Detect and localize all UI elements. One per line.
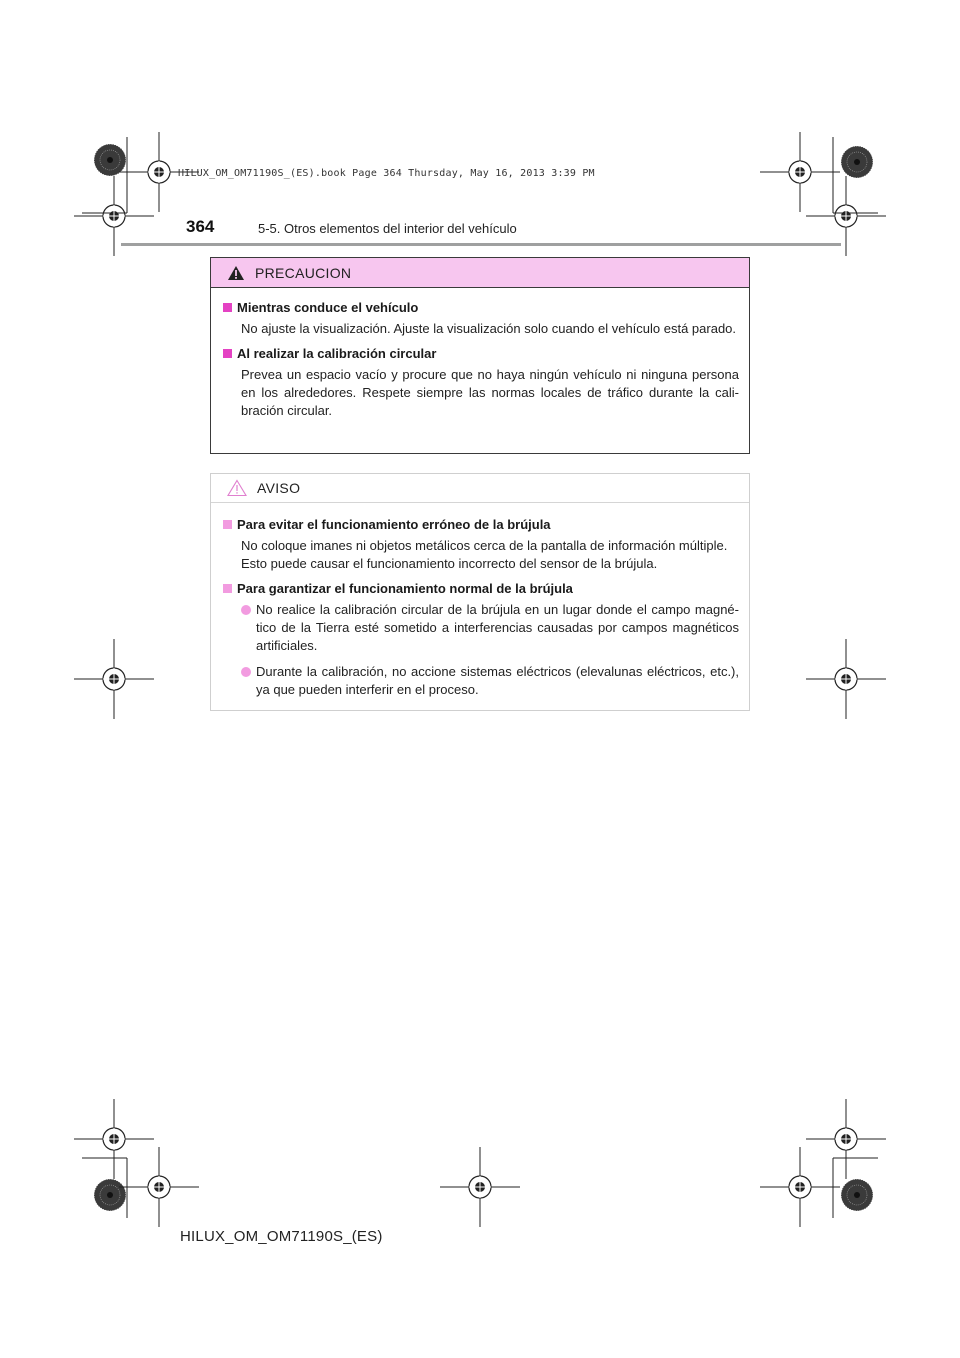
caution-item-text: Prevea un espacio vacío y procure que no haya ningún vehículo ni ninguna persona en los alrededores. Respete siempre las normas locales de tráfico durante la cali-bración circular. <box>241 367 739 418</box>
notice-bullet <box>241 663 739 699</box>
notice-item-text: No coloque imanes ni objetos metálicos cerca de la pantalla de información múltiple. Esto puede causar el funcionamiento incorrecto del sensor de la brújula. <box>241 538 728 571</box>
notice-bullet-text: No realice la calibración circular de la brújula en un lugar donde el campo magné-tico de la Tierra esté sometido a interferencias causadas por campos magnéticos artificiales. <box>256 602 739 653</box>
caution-header <box>211 258 749 288</box>
caution-item-heading-text: Mientras conduce el vehículo <box>237 300 419 315</box>
caution-item-heading <box>223 300 739 315</box>
circle-bullet-icon <box>241 605 251 615</box>
notice-header <box>211 474 749 503</box>
notice-item-heading <box>223 581 739 596</box>
caution-item-text: No ajuste la visualización. Ajuste la visualización solo cuando el vehículo está parado. <box>241 321 737 336</box>
notice-bullet <box>241 601 739 655</box>
warning-triangle-outline-icon <box>227 479 247 497</box>
notice-item-heading <box>223 517 739 532</box>
notice-item-heading-text: Para evitar el funcionamiento erróneo de la brújula <box>237 517 551 532</box>
warning-triangle-filled-icon <box>227 265 245 281</box>
caution-box <box>210 257 750 454</box>
square-bullet-icon <box>223 520 232 529</box>
caution-title: PRECAUCION <box>255 264 352 281</box>
page-number: 364 <box>186 217 215 236</box>
notice-item-heading-text: Para garantizar el funcionamiento normal de la brújula <box>237 581 573 596</box>
footer-document-code: HILUX_OM_OM71190S_(ES) <box>180 1228 383 1245</box>
notice-title: AVISO <box>257 480 301 496</box>
section-title: 5-5. Otros elementos del interior del vehículo <box>258 221 517 236</box>
square-bullet-icon <box>223 303 232 312</box>
circle-bullet-icon <box>241 667 251 677</box>
square-bullet-icon <box>223 349 232 358</box>
square-bullet-icon <box>223 584 232 593</box>
caution-item-heading <box>223 346 739 361</box>
header-rule <box>121 243 841 246</box>
notice-bullet-text: Durante la calibración, no accione sistemas eléctricos (elevalunas eléctricos, etc.), ya que pueden interferir en el proceso. <box>256 664 739 697</box>
caution-item-heading-text: Al realizar la calibración circular <box>237 346 437 361</box>
notice-box <box>210 473 750 711</box>
print-info-line: HILUX_OM_OM71190S_(ES).book Page 364 Thursday, May 16, 2013 3:39 PM <box>178 168 595 179</box>
